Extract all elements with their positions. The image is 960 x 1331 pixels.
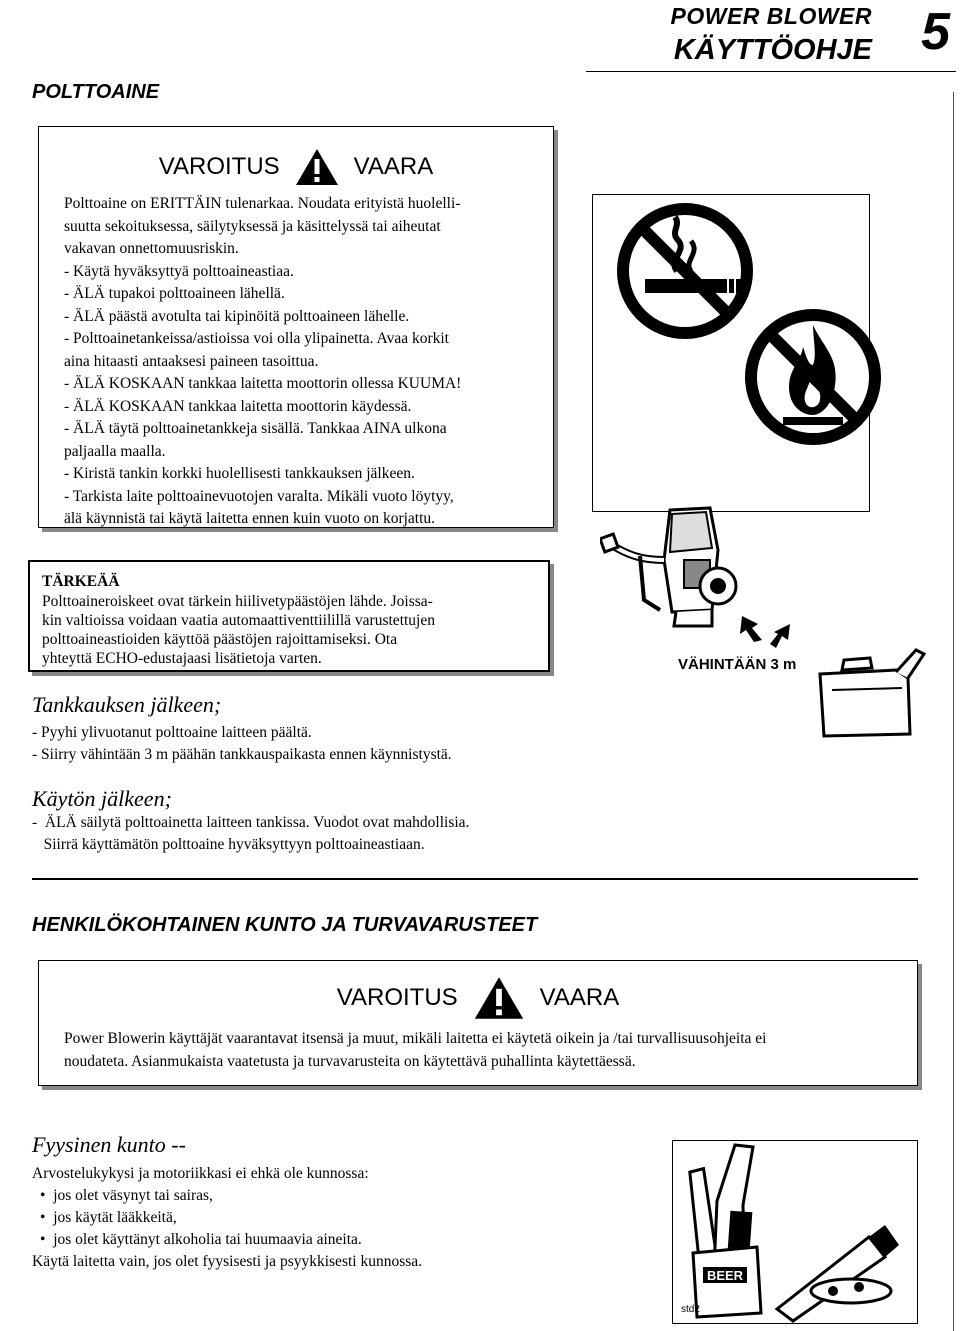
warning-line: - ÄLÄ tupakoi polttoaineen lähellä. [64,285,285,302]
warning-line: Power Blowerin käyttäjät vaarantavat itsensä ja muut, mikäli laitetta ei käytetä oikein ja /tai turvallisuusohjeita ei [64,1030,767,1047]
no-open-flame-icon [743,307,883,447]
important-line: polttoaineastioiden käyttöä päästöjen rajoittamiseksi. Ota [42,631,398,648]
warning-label-right: VAARA [539,984,620,1011]
page-number: 5 [921,3,950,61]
after-use-title: Käytön jälkeen; [32,786,172,811]
warning-line: - ÄLÄ KOSKAAN tankkaa laitetta moottorin käydessä. [64,397,412,415]
list-item: - Pyyhi ylivuotanut polttoaine laitteen päältä. [32,724,312,741]
alcohol-medication-illustration [673,1141,917,1323]
important-line: yhteyttä ECHO-edustajaasi lisätietoja varten. [42,650,322,667]
warning-line: Polttoaine on ERITTÄIN tulenarkaa. Noudata erityistä huolelli- [64,195,461,212]
fuel-warning-text [64,193,461,531]
important-line: Polttoaineroiskeet ovat tärkein hiilivetypäästöjen lähde. Joissa- [42,593,433,610]
header-rule [586,71,956,72]
important-content [42,572,435,668]
warning-line: - ÄLÄ KOSKAAN tankkaa laitetta moottorin ollessa KUUMA! [64,375,462,392]
list-item-label: jos olet väsynyt tai sairas, [53,1187,213,1204]
prohibition-signs-panel [592,194,870,512]
important-title: TÄRKEÄÄ [42,573,120,590]
bullet-icon: • [40,1231,54,1248]
after-refuel-list [32,722,452,766]
fuel-warning-box [38,126,554,528]
fitness-intro: Arvostelukykysi ja motoriikkasi ei ehkä ole kunnossa: [32,1165,369,1182]
fuel-can-illustration [812,640,932,740]
bullet-icon: • [40,1187,54,1204]
personal-warning-box [38,960,918,1086]
manual-title: KÄYTTÖOHJE [673,34,872,66]
warning-header [39,147,553,187]
impairment-illustration-panel [672,1140,918,1324]
list-item-label: jos käytät lääkkeitä, [53,1209,177,1226]
after-use-list [32,812,469,856]
fitness-text [32,1163,422,1273]
warning-line: paljaalla maalla. [64,442,166,460]
warning-line: - Käytä hyväksyttyä polttoaineastiaa. [64,262,294,280]
warning-line: - Polttoainetankeissa/astioissa voi olla ylipainetta. Avaa korkit [64,330,449,347]
warning-line: noudateta. Asianmukaista vaatetusta ja turvavarusteita on käytettävä puhallinta käytettäessä. [64,1053,636,1070]
right-margin-rule [953,92,954,1331]
distance-label: VÄHINTÄÄN 3 m [678,656,797,673]
warning-header [39,975,917,1021]
warning-label-left: VAROITUS [158,153,280,180]
distance-arrows-icon [740,612,800,652]
fitness-title: Fyysinen kunto -- [32,1132,186,1157]
warning-line: aina hitaasti antaaksesi paineen tasoittua. [64,352,319,370]
warning-line: älä käynnistä tai käytä laitetta ennen kuin vuoto on korjattu. [64,510,436,527]
beer-label: BEER [706,1268,744,1283]
warning-line: suutta sekoituksessa, säilytyksessä ja käsittelyssä tai aiheutat [64,217,441,235]
warning-line: - ÄLÄ täytä polttoainetankkeja sisällä. Tankkaa AINA ulkona [64,420,447,437]
important-line: kin valtioissa voidaan vaatia automaattiventtiilillä varustettujen [42,612,435,629]
no-smoking-icon [615,201,755,341]
list-item-label: jos olet käyttänyt alkoholia tai huumaavia aineita. [53,1231,362,1248]
section-divider [32,878,918,880]
section-title-fuel: POLTTOAINE [32,81,160,103]
list-item [32,1185,422,1207]
warning-triangle-icon [472,975,526,1021]
product-title: POWER BLOWER [670,3,872,29]
warning-line: - Kiristä tankin korkki huolellisesti tankkauksen jälkeen. [64,465,415,482]
list-item [32,1207,422,1229]
warning-line: vakavan onnettomuusriskin. [64,240,239,257]
warning-line: - ÄLÄ päästä avotulta tai kipinöitä polttoaineen lähelle. [64,307,410,325]
important-notice-box [28,560,550,672]
list-item: - ÄLÄ säilytä polttoainetta laitteen tankissa. Vuodot ovat mahdollisia. [32,814,470,831]
warning-label-left: VAROITUS [336,984,458,1011]
personal-warning-text [64,1027,766,1073]
fitness-closing: Käytä laitetta vain, jos olet fyysisesti ja psyykkisesti kunnossa. [32,1253,423,1270]
image-caption: std2 [681,1304,700,1315]
warning-line: - Tarkista laite polttoainevuotojen varalta. Mikäli vuoto löytyy, [64,487,454,505]
warning-triangle-icon [294,147,340,187]
bullet-icon: • [40,1209,54,1226]
list-item: Siirrä käyttämätön polttoaine hyväksyttyyn polttoaineastiaan. [32,836,425,853]
list-item: - Siirry vähintään 3 m päähän tankkauspaikasta ennen käynnistystä. [32,746,452,763]
list-item [32,1229,422,1251]
warning-label-right: VAARA [353,153,434,180]
after-refuel-title: Tankkauksen jälkeen; [32,692,222,717]
section-title-personal: HENKILÖKOHTAINEN KUNTO JA TURVAVARUSTEET [32,914,538,936]
